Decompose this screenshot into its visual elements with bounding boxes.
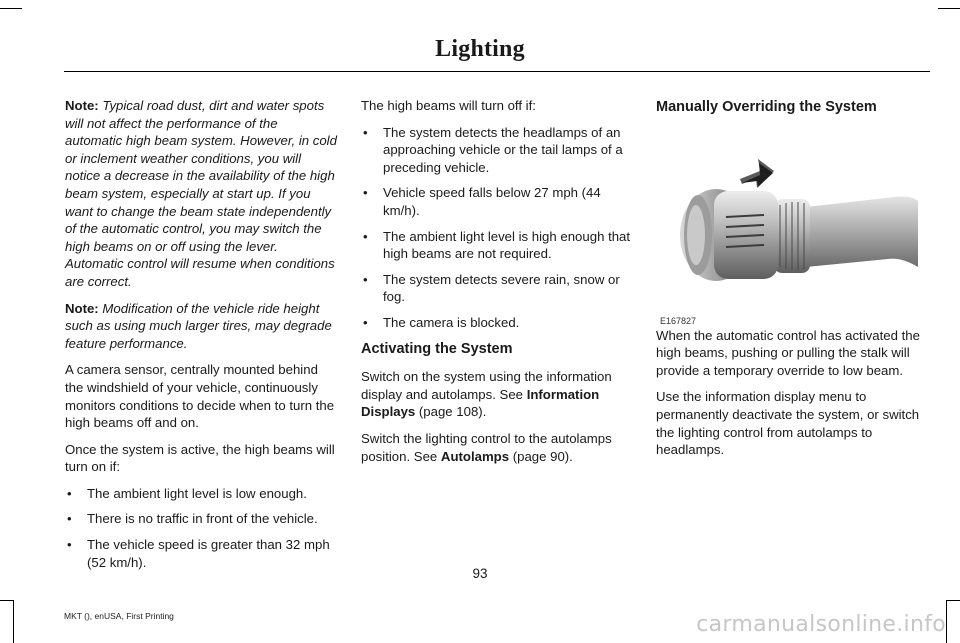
list-item: • The system detects severe rain, snow or fog. bbox=[361, 271, 633, 306]
note-label: Note: bbox=[65, 300, 99, 316]
page-reference: (page 108). bbox=[415, 404, 487, 420]
lighting-stalk-illustration bbox=[656, 127, 928, 317]
list-item: • The ambient light level is low enough. bbox=[65, 485, 337, 503]
list-item: • The vehicle speed is greater than 32 mph (52 km/h). bbox=[65, 536, 337, 571]
column-2 bbox=[361, 97, 633, 474]
crop-mark bbox=[946, 600, 947, 643]
list-item: • The system detects the headlamps of an approaching vehicle or the tail lamps of a preceding vehicle. bbox=[361, 124, 633, 177]
column-3 bbox=[656, 97, 928, 468]
edition-text: MKT (), enUSA, First Printing bbox=[64, 611, 174, 621]
body-text: Switch on the system using the information display and autolamps. See bbox=[361, 369, 612, 402]
section-heading: Activating the System bbox=[361, 340, 513, 357]
crop-mark bbox=[946, 600, 960, 601]
note-label: Note: bbox=[65, 98, 99, 113]
page-number: 93 bbox=[472, 566, 488, 581]
body-text: Switch the lighting control to the autolamps position. See bbox=[361, 430, 612, 464]
list-item: • The ambient light level is high enough that high beams are not required. bbox=[361, 228, 633, 263]
bullet-list bbox=[361, 124, 633, 332]
bullet-list bbox=[65, 485, 337, 571]
column-1 bbox=[65, 97, 337, 580]
crop-mark bbox=[13, 600, 14, 643]
page-title: Lighting bbox=[435, 36, 525, 62]
body-paragraph bbox=[361, 430, 633, 465]
crop-mark bbox=[938, 8, 960, 9]
page-reference: (page 90). bbox=[509, 448, 573, 464]
list-item: • The camera is blocked. bbox=[361, 314, 633, 332]
crop-mark bbox=[0, 8, 22, 9]
body-paragraph: Use the information display menu to permanently deactivate the system, or switch the lighting control from autolamps to headlamps. bbox=[656, 389, 920, 458]
note-text: Typical road dust, dirt and water spots will not affect the performance of the automatic high beam system. However, in cold or inclement weather conditions, you will notice a decrease in the availability of the high beam system, especially at start up. If you want to change the beam state independently of the automatic control, you may switch the high beams on or off using the lever. Automatic control will resume when conditions are correct. bbox=[65, 98, 337, 289]
cross-reference-link[interactable]: Information Displays bbox=[361, 386, 600, 420]
body-paragraph: Once the system is active, the high beams will turn on if: bbox=[65, 441, 335, 475]
note-paragraph bbox=[65, 300, 337, 353]
note-text: Modification of the vehicle ride height such as using much larger tires, may degrade feature performance. bbox=[65, 300, 332, 351]
body-paragraph: The high beams will turn off if: bbox=[361, 98, 536, 113]
crop-mark bbox=[0, 600, 14, 601]
watermark: carmanualsonline.info bbox=[696, 612, 946, 637]
figure-code: E167827 bbox=[660, 315, 697, 326]
figure bbox=[656, 127, 928, 327]
section-heading: Manually Overriding the System bbox=[656, 99, 877, 115]
body-paragraph: When the automatic control has activated the high beams, pushing or pulling the stalk will provide a temporary override to low beam. bbox=[656, 327, 920, 378]
body-paragraph: A camera sensor, centrally mounted behind the windshield of your vehicle, continuously monitors conditions to decide when to turn the high beams off and on. bbox=[65, 362, 335, 431]
push-arrow-icon bbox=[740, 159, 774, 188]
list-item: • There is no traffic in front of the vehicle. bbox=[65, 510, 337, 528]
header-rule bbox=[64, 71, 930, 72]
list-item: • Vehicle speed falls below 27 mph (44 km/h). bbox=[361, 184, 633, 219]
body-paragraph bbox=[361, 368, 633, 421]
note-paragraph bbox=[65, 97, 337, 291]
cross-reference-link[interactable]: Autolamps bbox=[440, 448, 510, 464]
